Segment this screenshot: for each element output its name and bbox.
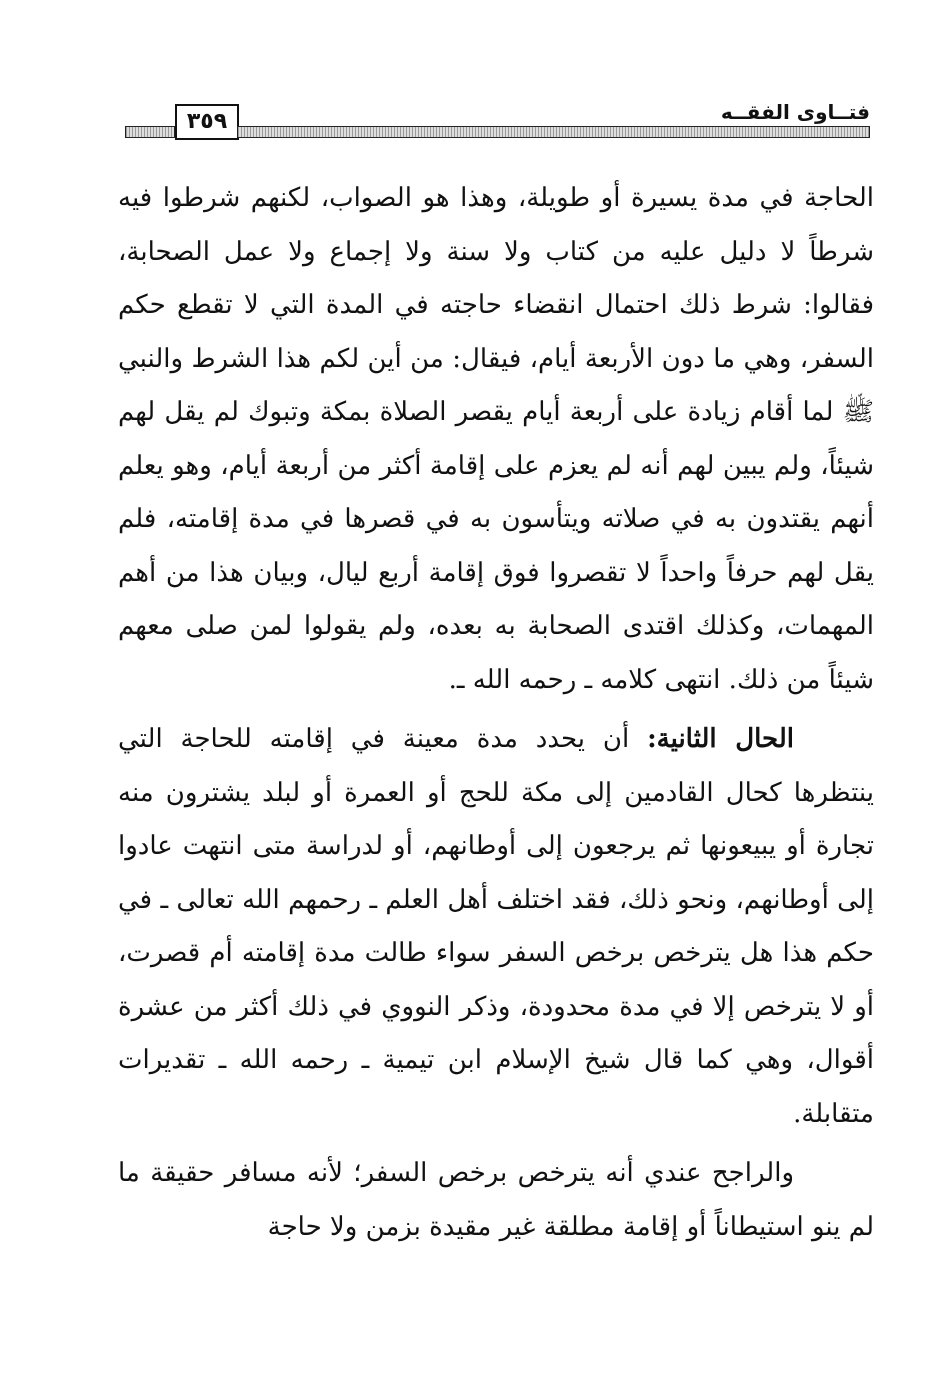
paragraph-3-text: والراجح عندي أنه يترخص برخص السفر؛ لأنه مسافر حقيقة ما لم ينو استيطاناً أو إقامة مطلقة غير مقيدة بزمن ولا حاجة	[118, 1158, 874, 1242]
running-title: فتــاوى الفقــه	[720, 100, 870, 124]
header-rule-left	[125, 126, 175, 138]
paragraph-1	[118, 172, 874, 707]
page-body	[118, 172, 874, 1254]
page-number: ٣٥٩	[175, 104, 239, 140]
paragraph-2-text: أن يحدد مدة معينة في إقامته للحاجة التي ينتظرها كحال القادمين إلى مكة للحج أو العمرة أو لبلد يشترون منه تجارة أو يبيعونها ثم يرجعون إلى أوطانهم، أو لدراسة متى انتهت عادوا إلى أوطانهم، ونحو ذلك، فقد اختلف أهل العلم ـ رحمهم الله تعالى ـ في حكم هذا هل يترخص برخص السفر سواء طالت مدة إقامته أم قصرت، أو لا يترخص إلا في مدة محدودة، وذكر النووي في ذلك أكثر من عشرة أقوال، وهي كما قال شيخ الإسلام ابن تيمية ـ رحمه الله ـ تقديرات متقابلة.	[118, 724, 874, 1129]
paragraph-2	[118, 713, 874, 1141]
paragraph-1-text: الحاجة في مدة يسيرة أو طويلة، وهذا هو الصواب، لكنهم شرطوا فيه شرطاً لا دليل عليه من كتاب ولا سنة ولا إجماع ولا عمل الصحابة، فقالوا: شرط ذلك احتمال انقضاء حاجته في المدة التي لا تقطع حكم السفر، وهي ما دون الأربعة أيام، فيقال: من أين لكم هذا الشرط والنبي ﷺ لما أقام زيادة على أربعة أيام يقصر الصلاة بمكة وتبوك لم يقل لهم شيئاً، ولم يبين لهم أنه لم يعزم على إقامة أكثر من أربعة أيام، وهو يعلم أنهم يقتدون به في صلاته ويتأسون به في قصرها في مدة إقامته، فلم يقل لهم حرفاً واحداً لا تقصروا فوق إقامة أربع ليال، وبيان هذا من أهم المهمات، وكذلك اقتدى الصحابة به بعده، ولم يقولوا لمن صلى معهم شيئاً من ذلك. انتهى كلامه ـ رحمه الله ـ.	[118, 183, 874, 695]
paragraph-3	[118, 1147, 874, 1254]
paragraph-2-heading: الحال الثانية:	[647, 724, 794, 754]
header-rule	[237, 126, 870, 138]
page-header	[125, 96, 870, 146]
